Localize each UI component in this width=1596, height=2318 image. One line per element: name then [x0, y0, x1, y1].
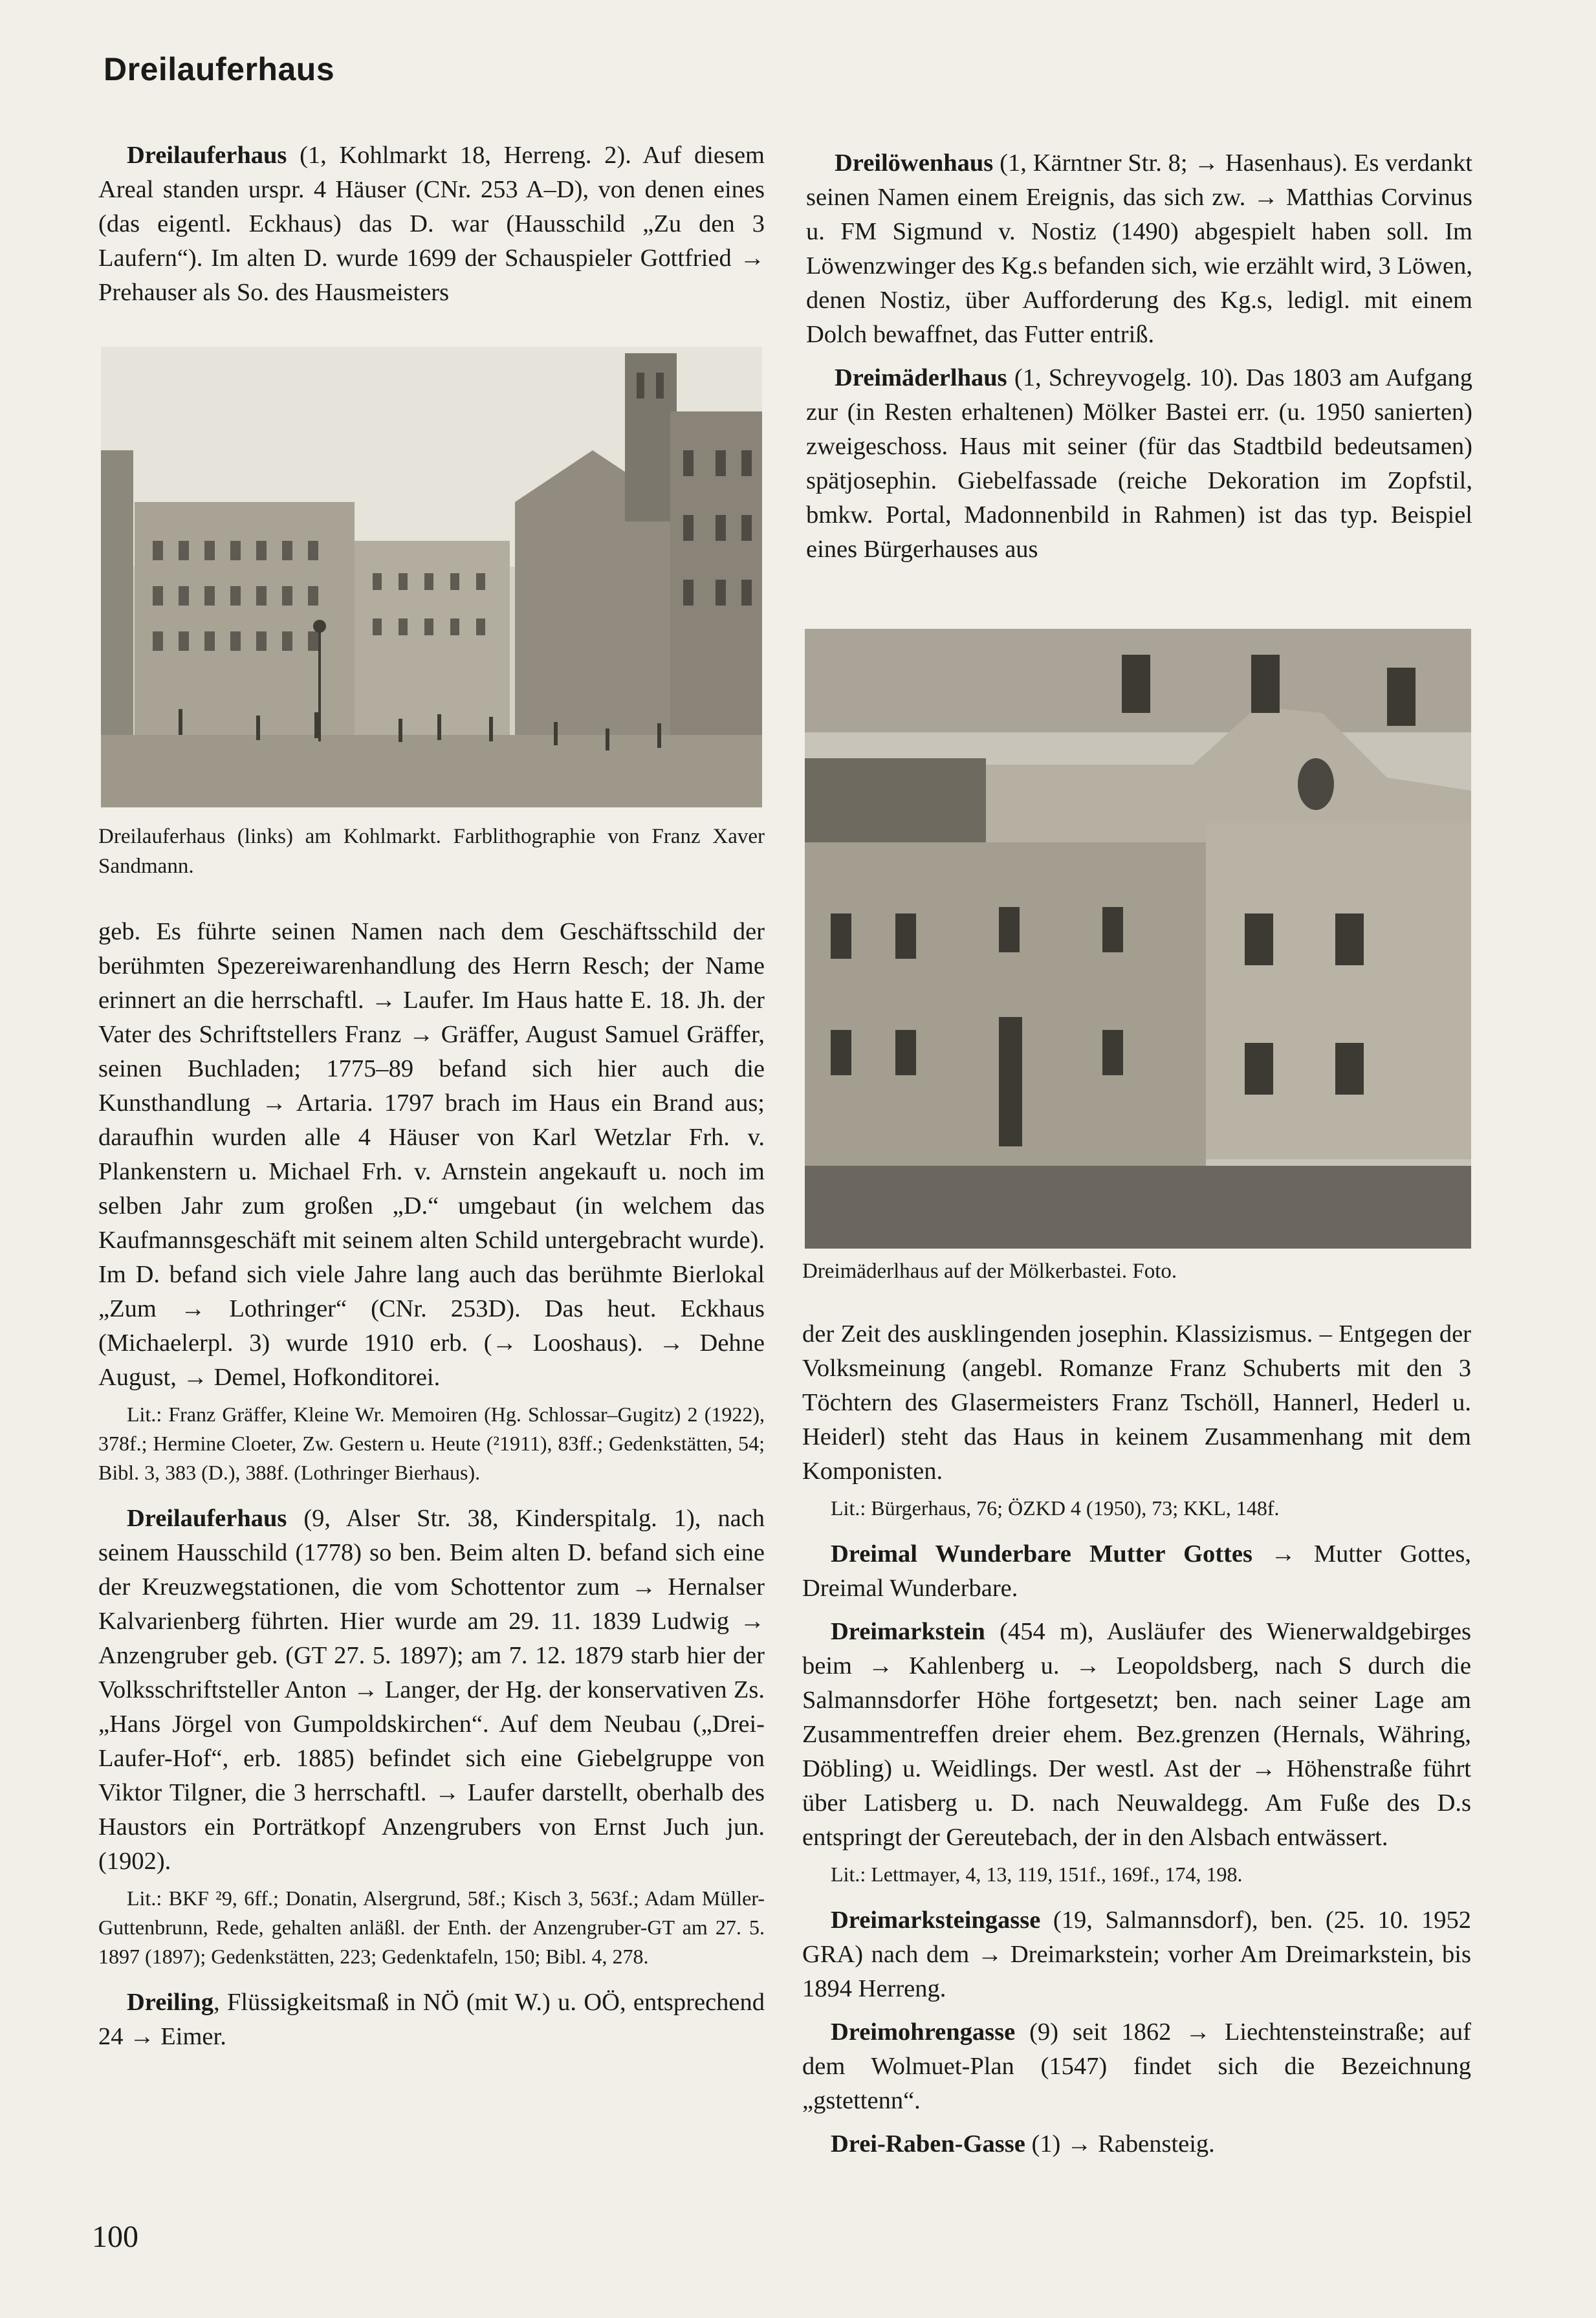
entry-dreilauferhaus-2: [98, 1502, 765, 1879]
literature-note: Lit.: BKF ²9, 6ff.; Donatin, Alsergrund, 58f.; Kisch 3, 563f.; Adam Müller-Guttenbrunn, Rede, gehalten anläßl. der Enth. der Anzengruber-GT am 27. 5. 1897 (1897); Gedenkstätten, 223; Gedenktafeln, 150; Bibl. 4, 278.: [98, 1886, 765, 1968]
page-header-title: Dreilauferhaus: [104, 51, 335, 87]
literature-note: Lit.: Franz Gräffer, Kleine Wr. Memoiren (Hg. Schlossar–Gugitz) 2 (1922), 378f.; Hermine Cloeter, Zw. Gestern u. Heute (²1911), 83ff.; Gedenkstätten, 54; Bibl. 3, 383 (D.), 388f. (Lothringer Bierhaus).: [98, 1403, 765, 1484]
headword: Dreilöwenhaus: [835, 149, 994, 177]
lithograph-illustration: [101, 347, 762, 807]
entry-dreilauferhaus-1-continued: geb. Es führte seinen Namen nach dem Geschäftsschild der berühmten Spezereiwarenhandlung des Herrn Resch; der Name erinnert an die herrschaftl. → Laufer. Im Haus hatte E. 18. Jh. der Vater des Schriftstellers Franz → Gräffer, August Samuel Gräffer, seinen Buchladen; 1775–89 befand sich hier auch die Kunsthandlung → Artaria. 1797 brach im Haus ein Brand aus; daraufhin wurden alle 4 Häuser von Karl Wetzlar Frh. v. Plankenstern u. Michael Frh. v. Arnstein angekauft u. noch im selben Jahr zum großen „D.“ umgebaut (in welchem das Kaufmannsgeschäft mit seinem alten Schild untergebracht wurde). Im D. befand sich viele Jahre lang auch das berühmte Bierlokal „Zum → Lothringer“ (CNr. 253D). Das heut. Eckhaus (Michaelerpl. 3) wurde 1910 erb. (→ Looshaus). → Dehne August, → Demel, Hofkonditorei.: [98, 918, 765, 1391]
left-column-bottom: [98, 915, 765, 2054]
headword: Dreilauferhaus: [127, 1505, 287, 1532]
kohlmarkt-lithograph-image: [101, 347, 762, 807]
entry-text: (1) → Rabensteig.: [1025, 2130, 1215, 2158]
entry-dreiling: [98, 1985, 765, 2054]
photo-illustration: [805, 629, 1471, 1249]
headword: Dreilauferhaus: [127, 142, 287, 169]
headword: Dreimohrengasse: [831, 2018, 1016, 2046]
entry-text: , Flüssigkeitsmaß in NÖ (mit W.) u. OÖ, entsprechend 24 → Eimer.: [98, 1989, 765, 2050]
entry-dreimal-wunderbare-mutter-gottes: [802, 1537, 1471, 1606]
headword: Dreimäderlhaus: [835, 364, 1007, 391]
entry-dreimarkstein: [802, 1615, 1471, 1855]
entry-dreilauferhaus-1: [98, 138, 765, 310]
entry-text: (9, Alser Str. 38, Kinderspitalg. 1), nach seinem Hausschild (1778) so ben. Beim alten D. befand sich eine der Kreuzwegstationen, die vom Schottentor zum → Hernalser Kalvarienberg führten. Hier wurde am 29. 11. 1839 Ludwig → Anzengruber geb. (GT 27. 5. 1897); am 7. 12. 1879 starb hier der Volksschriftsteller Anton → Langer, der Hg. der konservativen Zs. „Hans Jörgel von Gumpoldskirchen“. Auf dem Neubau („Drei-Laufer-Hof“, erb. 1885) befindet sich eine Giebelgruppe von Viktor Tilgner, die 3 herrschaftl. → Laufer darstellt, oberhalb des Haustors ein Porträtkopf Anzengrubers von Ernst Juch jun. (1902).: [98, 1505, 765, 1875]
entry-dreimaederlhaus-continued: der Zeit des ausklingenden josephin. Klassizismus. – Entgegen der Volksmeinung (angebl. Romanze Franz Schuberts mit den 3 Töchtern des Glasermeisters Franz Tschöll, Hannerl, Hederl u. Heiderl) steht das Haus in keinem Zusammenhang mit dem Komponisten.: [802, 1320, 1471, 1485]
literature-note: Lit.: Bürgerhaus, 76; ÖZKD 4 (1950), 73; KKL, 148f.: [831, 1496, 1280, 1520]
headword: Dreiling: [127, 1989, 214, 2016]
headword: Dreimarksteingasse: [831, 1907, 1041, 1934]
left-column-top: [98, 138, 765, 310]
lithograph-caption: Dreilauferhaus (links) am Kohlmarkt. Farblithographie von Franz Xaver Sandmann.: [98, 825, 765, 878]
entry-dreimohrengasse: [802, 2015, 1471, 2118]
right-column-bottom: [802, 1317, 1471, 2161]
entry-text: (19, Salmannsdorf), ben. (25. 10. 1952 GRA) nach dem → Dreimarkstein; vorher Am Dreimarkstein, bis 1894 Herreng.: [802, 1907, 1471, 2002]
dreimaederlhaus-photo: [805, 629, 1471, 1249]
headword: Dreimal Wunderbare Mutter Gottes: [831, 1540, 1252, 1568]
entry-text: → Mutter Gottes, Dreimal Wunderbare.: [802, 1540, 1471, 1602]
entry-text: (9) seit 1862 → Liechtensteinstraße; auf dem Wolmuet-Plan (1547) findet sich die Bezeichnung „gstettenn“.: [802, 2018, 1471, 2114]
entry-text: (1, Kohlmarkt 18, Herreng. 2). Auf diesem Areal standen urspr. 4 Häuser (CNr. 253 A–D), von denen eines (das eigentl. Eckhaus) das D. war (Hausschild „Zu den 3 Laufern“). Im alten D. wurde 1699 der Schauspieler Gottfried → Prehauser als So. des Hausmeisters: [98, 142, 765, 306]
headword: Drei-Raben-Gasse: [831, 2130, 1025, 2158]
entry-text: (1, Kärntner Str. 8; → Hasenhaus). Es verdankt seinen Namen einem Ereignis, das sich zw. → Matthias Corvinus u. FM Sigmund v. Nostiz (1490) abgespielt haben soll. Im Löwenzwinger des Kg.s befanden sich, wie erzählt wird, 3 Löwen, denen Nostiz, über Aufforderung des Kg.s, ledigl. mit einem Dolch bewaffnet, das Futter entriß.: [806, 149, 1472, 348]
entry-dreiloewenhaus: [806, 146, 1472, 352]
headword: Dreimarkstein: [831, 1618, 985, 1645]
photo-caption: Dreimäderlhaus auf der Mölkerbastei. Foto.: [802, 1260, 1177, 1283]
entry-dreimaederlhaus: [806, 361, 1472, 567]
page-number: 100: [92, 2220, 138, 2254]
entry-drei-raben-gasse: [802, 2127, 1471, 2161]
entry-text: (1, Schreyvogelg. 10). Das 1803 am Aufgang zur (in Resten erhaltenen) Mölker Bastei err. (u. 1950 sanierten) zweigeschoss. Haus mit seiner (für das Stadtbild bedeutsamen) spätjosephin. Giebelfassade (reiche Dekoration im Zopfstil, bmkw. Portal, Madonnenbild in Rahmen) ist das typ. Beispiel eines Bürgerhauses aus: [806, 364, 1472, 563]
entry-text: (454 m), Ausläufer des Wienerwaldgebirges beim → Kahlenberg u. → Leopoldsberg, nach S durch die Salmannsdorfer Höhe fortgesetzt; ben. nach seiner Lage am Zusammentreffen dreier ehem. Bez.grenzen (Hernals, Währing, Döbling) u. Weidlings. Der westl. Ast der → Höhenstraße führt über Latisberg u. D. nach Neuwaldegg. Am Fuße des D.s entspringt der Gereutebach, der in den Alsbach entwässert.: [802, 1618, 1471, 1851]
entry-dreimarksteingasse: [802, 1903, 1471, 2006]
literature-note: Lit.: Lettmayer, 4, 13, 119, 151f., 169f., 174, 198.: [831, 1863, 1243, 1886]
right-column-top: [806, 146, 1472, 567]
